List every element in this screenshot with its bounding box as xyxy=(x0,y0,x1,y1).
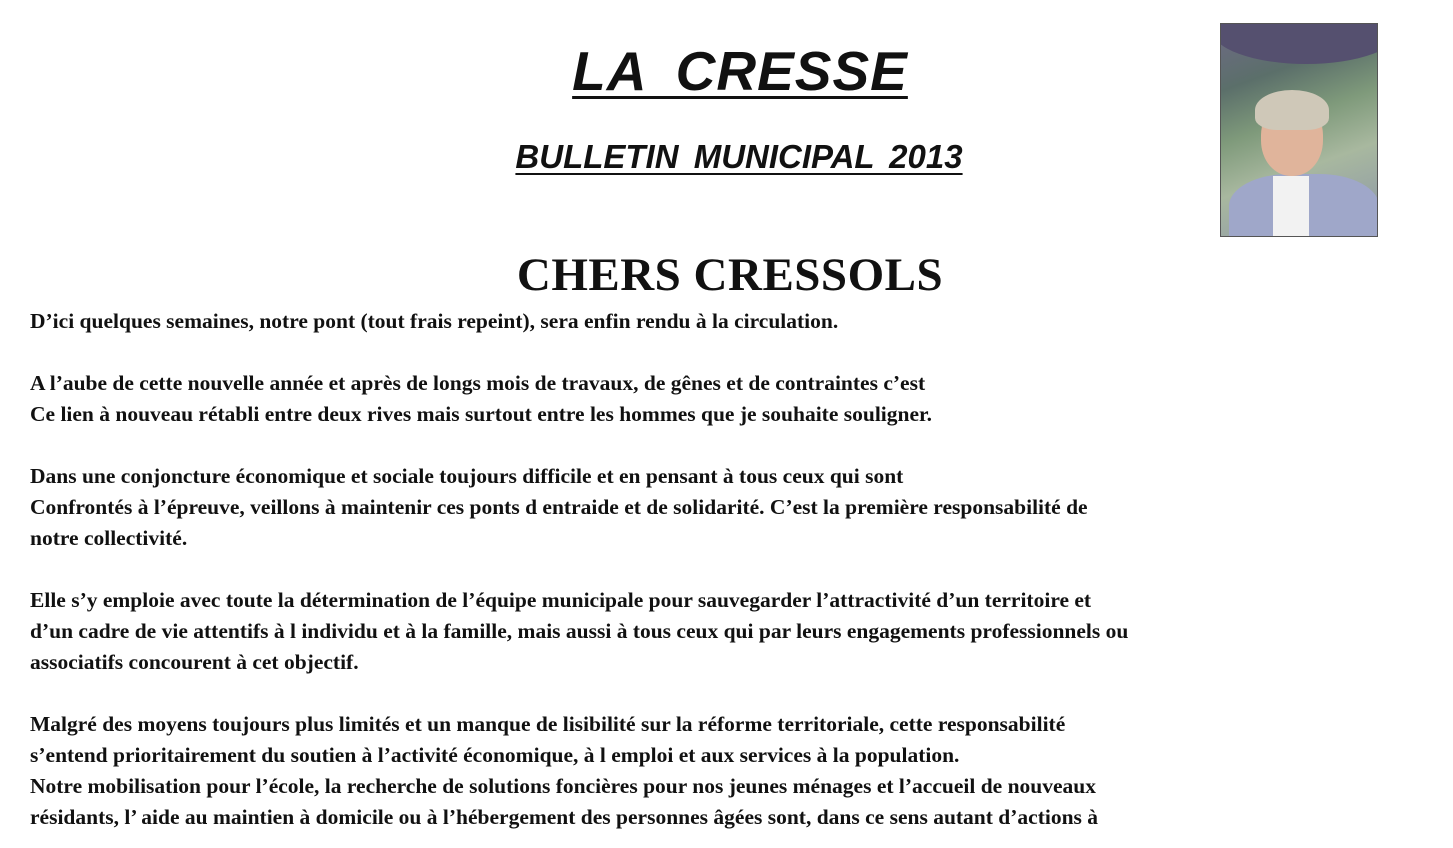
body-line: Dans une conjoncture économique et sociale toujours difficile et en pensant à tous ceux qui sont xyxy=(30,464,904,488)
body-line: Confrontés à l’épreuve, veillons à maintenir ces ponts d entraide et de solidarité. C’est la première responsabilité de xyxy=(30,495,1088,519)
body-line: D’ici quelques semaines, notre pont (tout frais repeint), sera enfin rendu à la circulation. xyxy=(30,309,839,333)
body-line: Ce lien à nouveau rétabli entre deux rives mais surtout entre les hommes que je souhaite souligner. xyxy=(30,402,932,426)
shirt-shape xyxy=(1273,176,1309,237)
body-line: d’un cadre de vie attentifs à l individu et à la famille, mais aussi à tous ceux qui par leurs engagements professionnels ou xyxy=(30,619,1129,643)
portrait-photo xyxy=(1220,23,1378,237)
umbrella-shape xyxy=(1220,23,1378,64)
body-line: résidants, l’ aide au maintien à domicile ou à l’hébergement des personnes âgées sont, dans ce sens autant d’actions à xyxy=(30,805,1099,829)
body-line: notre collectivité. xyxy=(30,526,188,550)
body-line: Notre mobilisation pour l’école, la recherche de solutions foncières pour nos jeunes ménages et l’accueil de nouveaux xyxy=(30,774,1096,798)
bulletin-title: LA CRESSE xyxy=(572,40,908,102)
hair-shape xyxy=(1255,90,1329,130)
bulletin-subtitle: BULLETIN MUNICIPAL 2013 xyxy=(515,138,963,175)
body-line: Malgré des moyens toujours plus limités et un manque de lisibilité sur la réforme territoriale, cette responsabilité xyxy=(30,712,1066,736)
body-line: associatifs concourent à cet objectif. xyxy=(30,650,359,674)
body-line: A l’aube de cette nouvelle année et après de longs mois de travaux, de gênes et de contraintes c’est xyxy=(30,371,926,395)
letter-body xyxy=(30,306,1440,833)
salutation-heading: CHERS CRESSOLS xyxy=(516,249,944,301)
body-line: s’entend prioritairement du soutien à l’activité économique, à l emploi et aux services à la population. xyxy=(30,743,960,767)
body-line: Elle s’y emploie avec toute la détermination de l’équipe municipale pour sauvegarder l’attractivité d’un territoire et xyxy=(30,588,1092,612)
